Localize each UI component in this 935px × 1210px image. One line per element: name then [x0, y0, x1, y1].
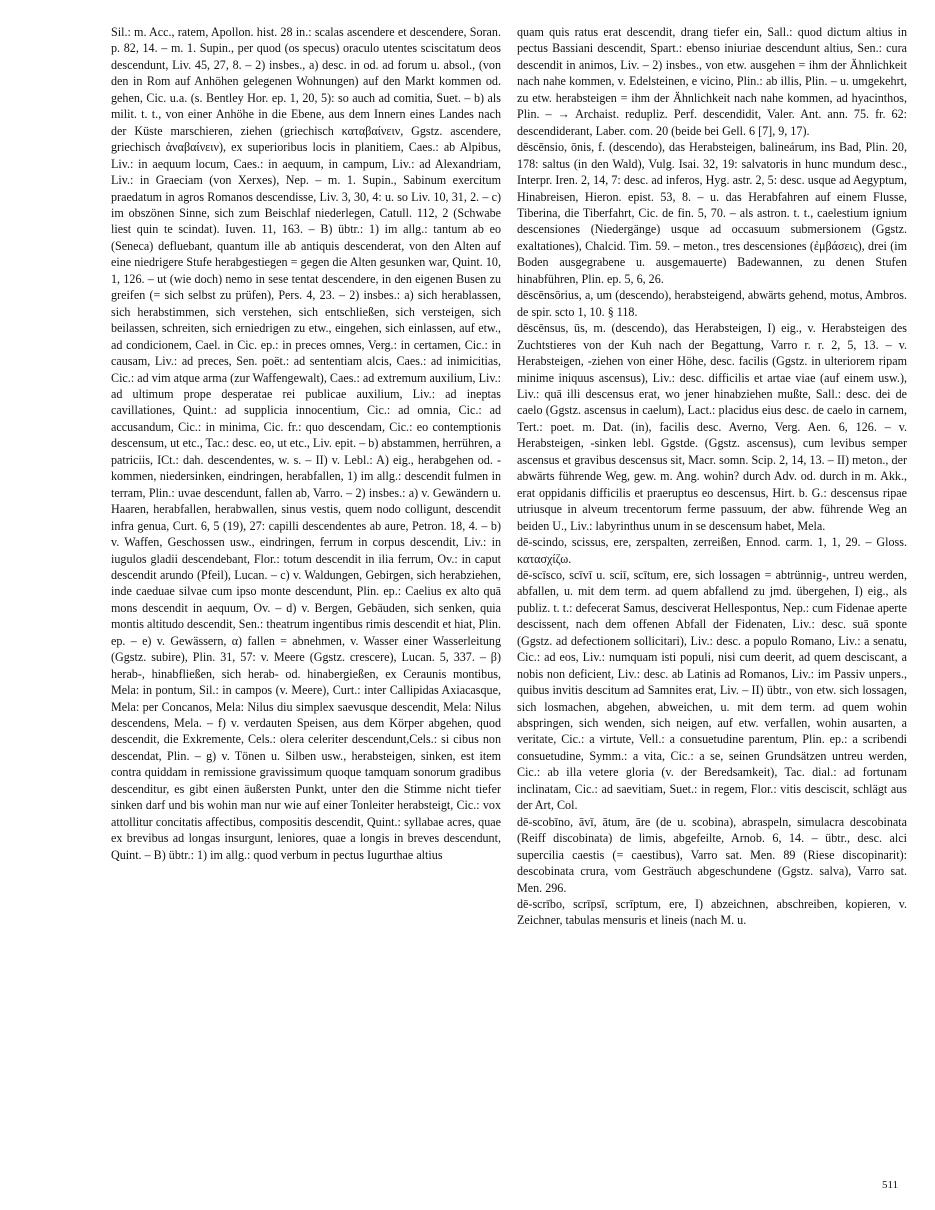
entry-describo: dē-scrībo, scrīpsī, scrīptum, ere, I) abzeichnen, abschreiben, kopieren, v. Zeichner, tabulas mensuris et lineis (nach M. u. [517, 897, 907, 928]
entry-descensio: dēscēnsio, ōnis, f. (descendo), das Herabsteigen, balineárum, ins Bad, Plin. 20, 178: saltus (in den Wald), Vulg. Isai. 32, 19: salvatoris in hunc mundum desc., Interpr. Iren. 2, 14, 7: desc. ad inferos, Hyg. astr. 2, 5: desc. usque ad Aegyptum, Hinabreisen, Hieron. epist. 53, 8. – u. das Herabfahren auf einem Flusse, Tiberina, die Tiberfahrt, Cic. de fin. 5, 70. – als astron. t. t., caelestium ignium descensiones (Niedergänge) usque ad occasuum submersionem (Ggstz. exaltationes), Chalcid. Tim. 59. – meton., tres descensiones (ἐμβάσεις), drei (im Boden ausgegrabene u. ausgemauerte) Badewannen, zu denen Stufen hinabführen, Plin. ep. 5, 6, 26. [517, 140, 907, 286]
entry-descensorius: dēscēnsōrius, a, um (descendo), herabsteigend, abwärts gehend, motus, Ambros. de spir. scto 1, 10. § 118. [517, 288, 907, 319]
entry-descindo: dē-scindo, scissus, ere, zerspalten, zerreißen, Ennod. carm. 1, 1, 29. – Gloss. κατασχίζω. [517, 535, 907, 566]
left-column [111, 24, 501, 863]
right-column [517, 24, 907, 929]
entry-descisco: dē-scīsco, scīvī u. sciī, scītum, ere, sich lossagen = abtrünnig-, untreu werden, abfallen, u. mit dem term. ad quem abfallend zu jmd. übergehen, I) eig., als publiz. t. t.: defecerat Samus, desciverat Hellespontus, Nep.: cum Fidenae aperte descissent, nach dem offenen Abfall der Fidenaten, Liv.: desc. suā sponte (Ggstz. ad defectionem sollicitari), Liv.: desc. a populo Romano, Liv.: a senatu, Cic.: ad eos, Liv.: numquam isti populi, nisi cum deerit, ad quem desciscant, a nobis non deficient, Liv.: desc. ab Latinis ad Romanos, Liv.: im Passiv unpers., quibus invitis descitum ad Samnites erat, Liv. – II) übtr., von etw. sich lossagen, sich losmachen, abgehen, abweichen, u. mit dem term. ad quem wohin abspringen, sich wenden, sich neigen, auf etw. verfallen, wohin ausarten, a veritate, Cic.: a virtute, Vell.: a consuetudine parentum, Plin. ep.: a scribendi consuetudine, Symm.: a vita, Cic.: a se, seinen Grundsätzen untreu werden, Cic.: ab illa vetere gloria (v. der Beredsamkeit), Tac. dial.: ad fortunam inclinatam, Cic.: ad saevitiam, Suet.: in regem, Flor.: vitis desciscit, schlägt aus der Art, Col. [517, 567, 907, 813]
left-paragraph: Sil.: m. Acc., ratem, Apollon. hist. 28 in.: scalas ascendere et descendere, Soran. p. 82, 14. – m. 1. Supin., per quod (os specus) oraculo utentes sciscitatum deos descendunt, Liv. 45, 27, 8. – 2) insbes., a) desc. in od. ad forum u. absol., (von den in Rom auf Anhöhen gelegenen Wohnungen) auf den Markt kommen od. gehen, Cic. u.a. (s. Bentley Hor. ep. 1, 20, 5): so auch ad comitia, Suet. – b) als milit. t. t., von einer Anhöhe in die Ebene, aus dem Innern eines Landes nach der Küste marschieren, ziehen (griechisch καταβαίνειν, Ggstz. ascendere, griechisch ἀναβαίνειν), ex superioribus locis in planitiem, Caes.: ab Alpibus, Liv.: in aequum locum, Caes.: in aequum, in campum, Liv.: ad Alexandriam, Liv.: in Graeciam (von Xerxes), Nep. – m. 1. Supin., Sabinum exercitum praedatum in agros Romanos descendisse, Liv. 3, 30, 4: u. so Liv. 10, 31, 2. – c) im obszönen Sinne, sich zum Beischlaf niederlegen, Catull. 112, 2 (Schwabe liest quin te scindat). Iuven. 11, 163. – B) übtr.: 1) im allg.: tantum ab eo (Seneca) defluebant, quantum ille ab antiquis descenderat, von den Alten auf eine niedrigere Stufe herabgestiegen = gegen die Alten gesunken war, Quint. 10, 1, 126. – ut (wie doch) nemo in sese tentat descendere, in den eigenen Busen zu greifen (= sich selbst zu prüfen), Pers. 4, 23. – 2) insbes.: a) sich herablassen, sich herabstimmen, sich verstehen, sich entschließen, sich versteigen, sich beilassen, schreiten, sich erniedrigen zu etw., eingehen, sich einlassen, auf etw., ad condicionem, Cael. in Cic. ep.: in preces omnes, Verg.: in certamen, Cic.: in causam, Liv.: ad preces, Sen. poët.: ad sententiam alcis, Caes.: ad inimicitias, Cic.: ad vim atque arma (zur Waffengewalt), Caes.: ad extremum auxilium, Liv.: ad ultimum prope desperatae rei publicae auxilium, Liv.: ad ineptas cavillationes, Quint.: ad supplicia innocentium, Cic.: ad omnia, Cic.: ad accusandum, Cic.: in minima, Cic. fr.: quo descendam, Cic.: eo contemptionis descensum, ut etc., Tac.: desc. eo, ut etc., Liv. epit. – b) abstammen, herrühren, a patriciis, ICt.: dah. descendentes, w. s. – II) v. Lebl.: A) eig., herabgehen od. -kommen, niedersinken, eindringen, herabfallen, 1) im allg.: descendit fulmen in terram, Plin.: uvae descendunt, fallen ab, Varro. – 2) insbes.: a) v. Gewändern u. Haaren, herabfallen, herabwallen, sinus vestis, quem nodo colligunt, descendit infra genua, Curt. 6, 5 (19), 27: capilli descendentes ab aure, Petron. 18, 4. – b) v. Waffen, Geschossen usw., eindringen, ferrum in corpus descendit, Liv.: in iugulos gladii descendebant, Flor.: totum descendit in ilia ferrum, Ov.: in caput descendit arundo (Pfeil), Lucan. – c) v. Waldungen, Gebirgen, sich herabziehen, inde caeduae silvae cum ipso monte descendunt, Plin. ep.: Caelius ex alto quā mons descendit in aequum, Ov. – d) v. Bergen, Gebäuden, sich senken, quia montis altitudo descendit, Sen.: theatrum ingentibus rimis descendit et hiat, Plin. ep. – e) v. Gewässern, α) fallen = abnehmen, v. Wasser einer Wasserleitung (Ggstz. subire), Plin. 31, 57: v. Meere (Ggstz. crescere), Lucan. 5, 337. – β) herab-, hinabfließen, sich herab- od. hinabergießen, ex Ceraunis montibus, Mela: in pontum, Sil.: in campos (v. Meere), Curt.: inter Callipidas Axiacasque, Mela: per Concanos, Mela: Nilus diu simplex saevusque descendit, Mela: Nilus descendens, Mela. – f) v. verdauten Speisen, aus dem Körper abgehen, quod descendit, die Exkremente, Cels.: olera celeriter descendunt,Cels.: si cibus non descendat, Plin. – g) v. Tönen u. Silben usw., herabsteigen, sinken, est item contra quiddam in remissione gravissimum quoque tamquam sonorum gradibus descenditur, es gibt einen äußersten Punkt, unter den die Stimme nicht tiefer sinken darf und bis wohin man nur wie auf einer Tonleiter herabsteigt, Cic.: vox attollitur concitatis affectibus, compositis descendit, Quint.: syllabae acres, quae ex brevibus ad longas insurgunt, leniores, quae a longis in breves descendunt, Quint. – B) übtr.: 1) im allg.: quod verbum in pectus Iugurthae altius [111, 25, 501, 862]
entry-descobino: dē-scobīno, āvī, ātum, āre (de u. scobina), abraspeln, simulacra descobinata (Reiff discobinata) de limis, abgefeilte, Arnob. 6, 14. – übtr., desc. alci supercilia caestis (= caestibus), Varro sat. Men. 89 (Riese discopinarit): descobinata crura, vom Gesträuch abgeschundene (Ggstz. salva), Varro sat. Men. 296. [517, 814, 907, 895]
entry-descensus: dēscēnsus, ūs, m. (descendo), das Herabsteigen, I) eig., v. Herabsteigen des Zuchtstieres von der Kuh nach der Begattung, Varro r. r. 2, 5, 13. – v. Herabsteigen, -ziehen von einer Höhe, desc. facilis (Ggstz. in ulteriorem ripam minime iniquus ascensus), Liv.: desc. difficilis et artae viae (auf einem usw.), Liv.: quā illi descensus erat, wo jener hinabziehen mußte, Sall.: desc. dei de caelo (Ggstz. ascensus in caelum), Lact.: placidus eius desc. de caelo in carnem, Tert.: poet. m. Dat. (in), facilis desc. Averno, Verg. Aen. 6, 126. – v. Herabsteigen, -sinken lebl. Ggstde. (Ggstz. ascensus), cum levibus semper ascensus et gravibus descensus sit, Macr. somn. Scip. 2, 14, 13. – II) meton., der abwärts führende Weg, gew. m. Ang. wohin? durch Adv. od. durch in m. Akk., erat oppidanis difficilis et praeruptus eo descensus, Hirt. b. G.: descensus ripae utriusque in alveum trecentorum ferme passuum, der abw. führende Weg an beiden U., Liv.: labyrinthus unum in se descensum habet, Mela. [517, 321, 907, 533]
entry-continuation: quam quis ratus erat descendit, drang tiefer ein, Sall.: quod dictum altius in pectus Bassiani descendit, Spart.: ebenso iniuriae descendunt altius, Sen.: cura descendit in animos, Liv. – 2) insbes., von etw. ausgehen = ihm der Ähnlichkeit nach nahe kommen, v. Edelsteinen, e vicino, Plin.: ab illis, Plin. – u. umgekehrt, zu etw. herabsteigen = ihm der Ähnlichkeit nach nahe kommen, ad hyacinthos, Plin. – → Archaist. redupliz. Perf. descendidit, Valer. Ant. ann. 75. fr. 62: descendiderant, Laber. com. 20 (beide bei Gell. 6 [7], 9, 17). [517, 25, 907, 138]
page-number: 511 [882, 1179, 899, 1191]
